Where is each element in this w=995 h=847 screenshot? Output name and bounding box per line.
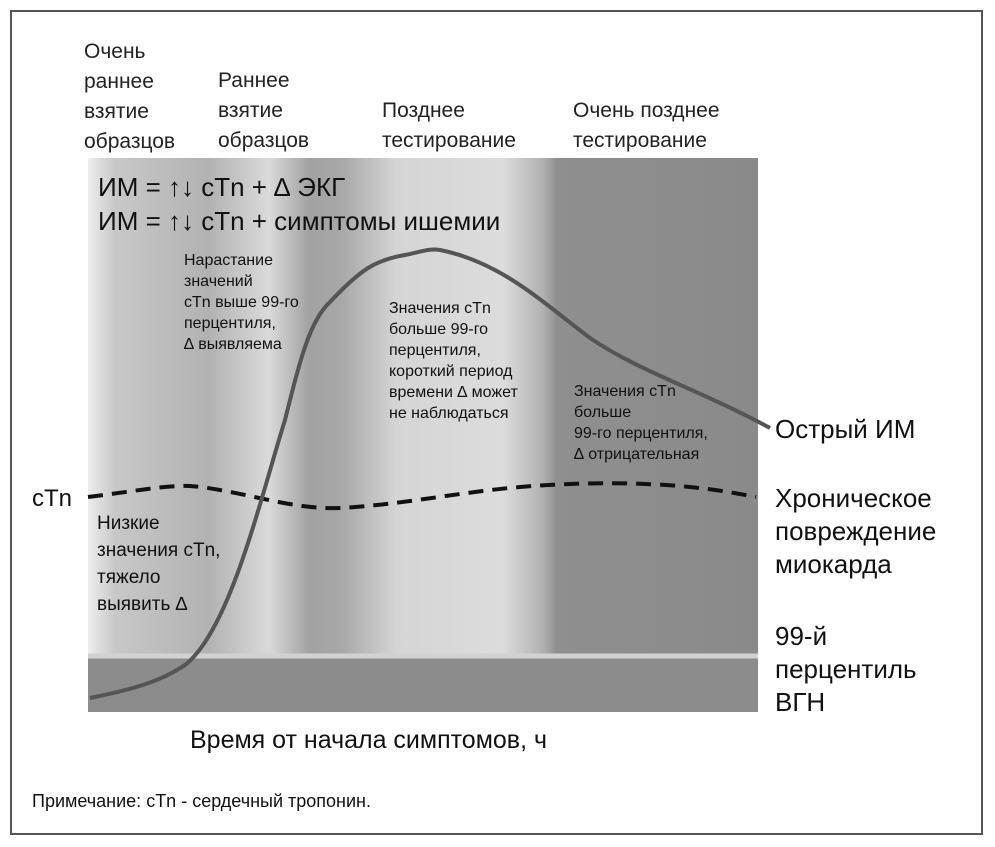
x-axis-label: Время от начала симптомов, ч xyxy=(190,726,547,754)
annotation-rise: Нарастание значений cTn выше 99-го перцентиля, ∆ выявляема xyxy=(184,252,299,353)
annotation-late: Значения cTn больше 99-го перцентиля, ∆ отрицательная xyxy=(574,383,708,463)
phase-label-early: Раннее взятие образцов xyxy=(218,69,310,152)
footnote: Примечание: cTn - сердечный тропонин. xyxy=(32,791,371,811)
phase-label-very-early: Очень раннее взятие образцов xyxy=(84,40,176,153)
threshold-label: 99-й перцентиль ВГН xyxy=(775,621,917,717)
annotation-low: Низкие значения cTn, тяжело выявить ∆ xyxy=(97,513,221,615)
acute-mi-label: Острый ИМ xyxy=(775,414,916,444)
y-axis-label: cTn xyxy=(32,485,73,512)
phase-label-late: Позднее тестирование xyxy=(382,99,516,152)
chronic-injury-label: Хроническое повреждение миокарда xyxy=(775,483,937,579)
phase-label-very-late: Очень позднее тестирование xyxy=(573,99,720,152)
annotation-plateau: Значения cTn больше 99-го перцентиля, короткий период времени ∆ может не наблюдаться xyxy=(389,300,518,422)
formula-ischemia: ИМ = ↑↓ cTn + симптомы ишемии xyxy=(98,206,501,236)
formula-ecg: ИМ = ↑↓ cTn + ∆ ЭКГ xyxy=(98,172,346,202)
